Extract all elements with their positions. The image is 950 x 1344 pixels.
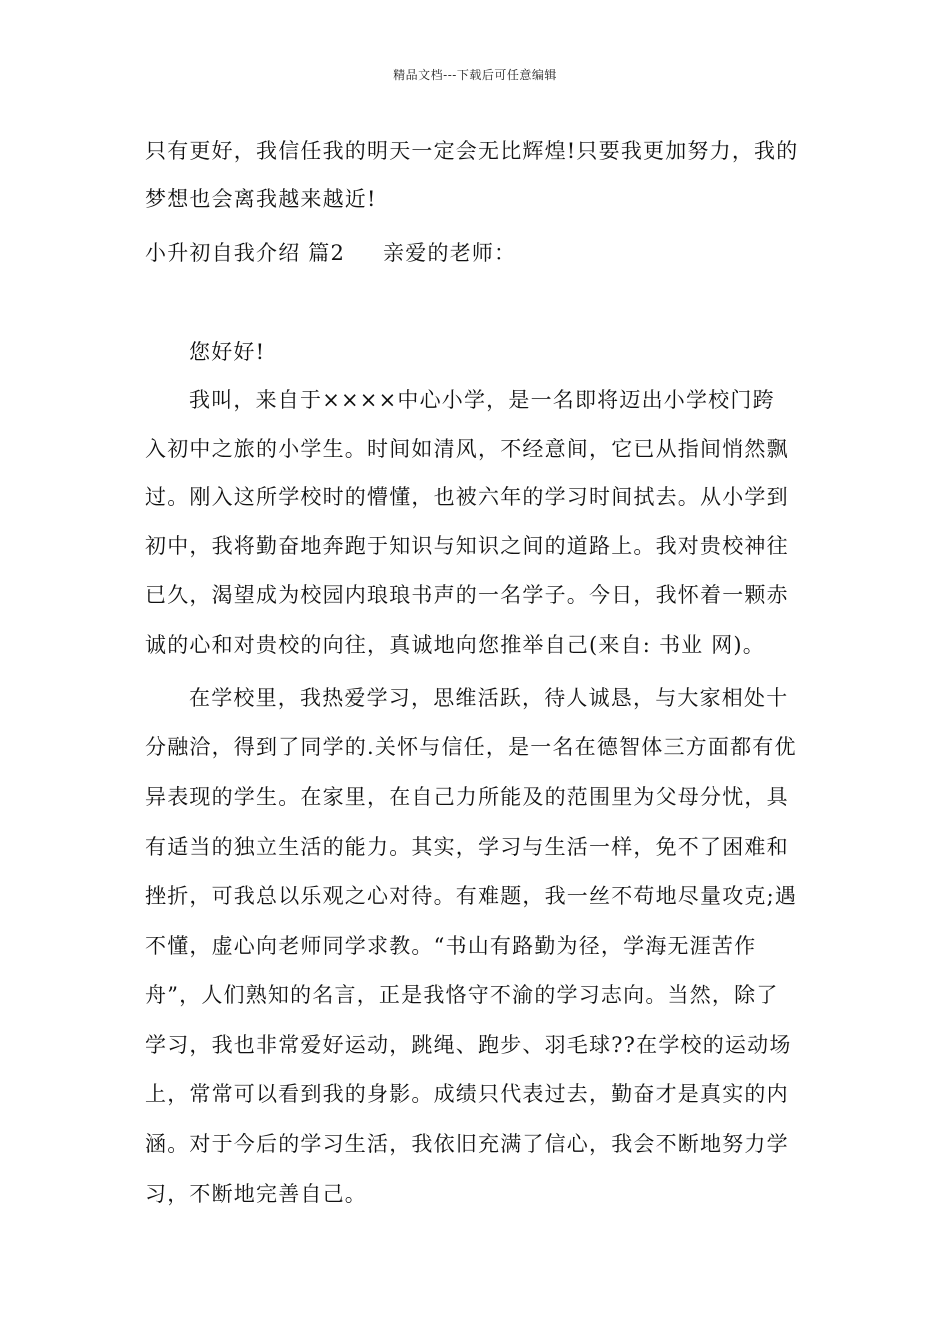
paragraph-2-line: 在学校里，我热爱学习，思维活跃，待人诚恳，与大家相处十 bbox=[189, 686, 789, 710]
paragraph-2-line: 不懂，虚心向老师同学求教。“书山有路勤为径，学海无涯苦作 bbox=[145, 934, 757, 958]
paragraph-1-line: 我叫，来自于××××中心小学，是一名即将迈出小学校门跨 bbox=[189, 388, 775, 412]
text-line: 梦想也会离我越来越近! bbox=[145, 187, 377, 211]
text-line: 只有更好，我信任我的明天一定会无比辉煌!只要我更加努力，我的 bbox=[145, 139, 799, 163]
paragraph-2-line: 舟”，人们熟知的名言，正是我恪守不渝的学习志向。当然，除了 bbox=[145, 983, 779, 1007]
paragraph-1-line: 已久，渴望成为校园内琅琅书声的一名学子。今日，我怀着一颗赤 bbox=[145, 583, 789, 607]
paragraph-2-line: 分融洽，得到了同学的.关怀与信任，是一名在德智体三方面都有优 bbox=[145, 735, 797, 759]
section-heading-line bbox=[145, 239, 516, 267]
paragraph-2-line: 异表现的学生。在家里，在自己力所能及的范围里为父母分忧，具 bbox=[145, 785, 789, 809]
paragraph-1-line: 入初中之旅的小学生。时间如清风，不经意间，它已从指间悄然飘 bbox=[145, 437, 789, 461]
paragraph-2-line: 上，常常可以看到我的身影。成绩只代表过去，勤奋才是真实的内 bbox=[145, 1082, 789, 1106]
page-header: 精品文档---下载后可任意编辑 bbox=[393, 68, 557, 82]
salutation: 亲爱的老师： bbox=[383, 241, 517, 265]
paragraph-2-line: 涵。对于今后的学习生活，我依旧充满了信心，我会不断地努力学 bbox=[145, 1132, 789, 1156]
paragraph-1-line: 过。刚入这所学校时的懵懂，也被六年的学习时间拭去。从小学到 bbox=[145, 485, 789, 509]
section-title: 小升初自我介绍 篇2 bbox=[145, 241, 346, 265]
paragraph-2-line: 有适当的独立生活的能力。其实，学习与生活一样，免不了困难和 bbox=[145, 835, 789, 859]
paragraph-1-line: 诚的心和对贵校的向往，真诚地向您推举自己(来自: 书业 网)。 bbox=[145, 633, 766, 657]
greeting-line: 您好好! bbox=[189, 340, 266, 364]
paragraph-2-line: 习，不断地完善自己。 bbox=[145, 1182, 367, 1206]
paragraph-1-line: 初中，我将勤奋地奔跑于知识与知识之间的道路上。我对贵校神往 bbox=[145, 534, 789, 558]
paragraph-2-line: 学习，我也非常爱好运动，跳绳、跑步、羽毛球??在学校的运动场 bbox=[145, 1033, 792, 1057]
paragraph-2-line: 挫折，可我总以乐观之心对待。有难题，我一丝不苟地尽量攻克;遇 bbox=[145, 884, 798, 908]
